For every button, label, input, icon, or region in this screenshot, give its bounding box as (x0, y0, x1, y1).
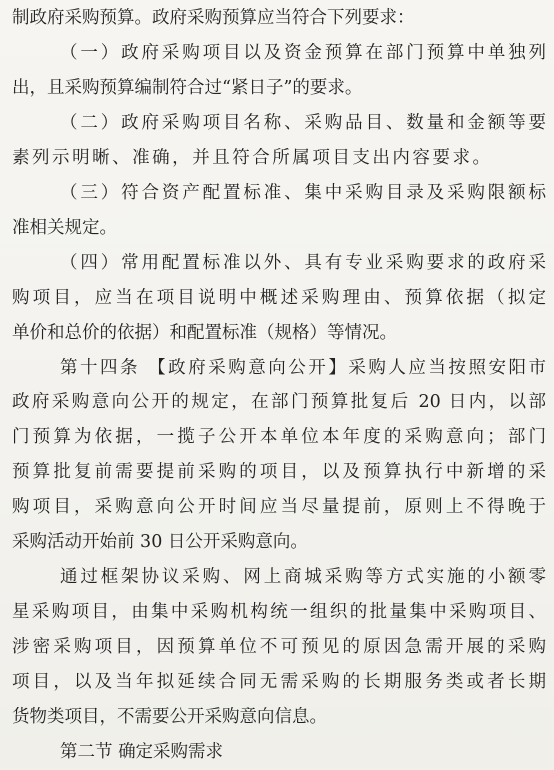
text-line: 预算批复前需要提前采购的项目，以及预算执行中新增的采 (12, 462, 546, 482)
text-line: 货物类项目，不需要公开采购意向信息。 (12, 707, 327, 727)
text-line: 单价和总价的依据）和配置标准（规格）等情况。 (12, 323, 397, 343)
text-line: 门预算为依据，一揽子公开本单位本年度的采购意向；部门 (12, 427, 546, 447)
text-line: （四）常用配置标准以外、具有专业采购要求的政府采 (60, 253, 546, 273)
text-line: 购项目，采购意向公开时间应当尽量提前，原则上不得晚于 (12, 497, 546, 517)
text-line: 素列示明晰、准确，并且符合所属项目支出内容要求。 (12, 148, 490, 168)
text-line: 星采购项目，由集中采购机构统一组织的批量集中采购项目、 (12, 602, 546, 622)
text-line: 购项目，应当在项目说明中概述采购理由、预算依据（拟定 (12, 288, 546, 308)
text-line: 出，且采购预算编制符合过“紧日子”的要求。 (12, 78, 363, 98)
text-line: 制政府采购预算。政府采购预算应当符合下列要求： (12, 8, 415, 28)
section-heading: 第二节 确定采购需求 (60, 742, 224, 762)
text-line: 采购活动开始前 30 日公开采购意向。 (12, 532, 308, 552)
text-line: 准相关规定。 (12, 218, 117, 238)
text-line: 项目，以及当年拟延续合同无需采购的长期服务类或者长期 (12, 672, 546, 692)
text-line: （三）符合资产配置标准、集中采购目录及采购限额标 (60, 183, 546, 203)
text-line: 涉密采购项目，因预算单位不可预见的原因急需开展的采购 (12, 637, 546, 657)
text-line: 通过框架协议采购、网上商城采购等方式实施的小额零 (60, 567, 546, 587)
text-line: 政府采购意向公开的规定，在部门预算批复后 20 日内，以部 (12, 392, 546, 412)
text-line: （二）政府采购项目名称、采购品目、数量和金额等要 (60, 113, 546, 133)
text-line: （一）政府采购项目以及资金预算在部门预算中单独列 (60, 43, 546, 63)
section-heading-article-14: 第十四条 【政府采购意向公开】采购人应当按照安阳市 (60, 358, 546, 378)
